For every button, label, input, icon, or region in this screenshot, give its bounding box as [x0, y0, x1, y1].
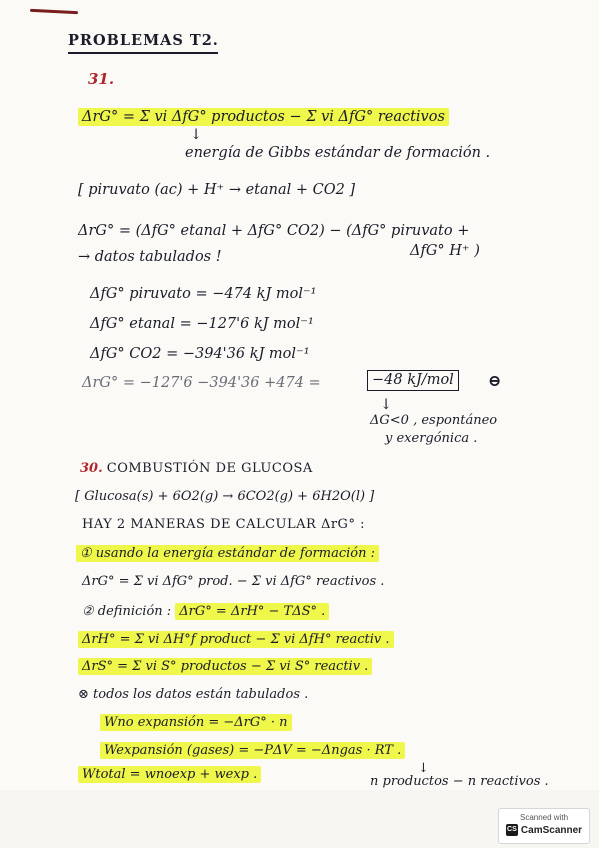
way-1: [76, 547, 379, 560]
work-nonexpansion: [100, 716, 292, 729]
negative-sign-mark: ⊖: [488, 371, 502, 390]
result-box: −48 kJ/mol: [367, 370, 459, 391]
delta-g-calc: ΔrG° = −127'6 −394'36 +474 =: [82, 375, 321, 391]
work-expansion-text: Wexpansión (gases) = −PΔV = −Δngas · RT .: [100, 742, 405, 759]
work-expansion: [100, 744, 405, 757]
arrow-down-3: ↓: [418, 761, 429, 776]
way-2-equation: ΔrG° = ΔrH° − TΔS° .: [175, 603, 329, 620]
problem-30-heading: [80, 462, 313, 475]
tabulated-note: → datos tabulados !: [78, 249, 222, 265]
way-2-label: ② definición :: [82, 604, 172, 619]
scanned-with-label: Scanned with: [519, 813, 569, 822]
entropy-eq-text: ΔrS° = Σ vi S° productos − Σ vi S° reactiv .: [78, 658, 372, 675]
title-underline: [68, 52, 218, 54]
problem-30-title: COMBUSTIÓN DE GLUCOSA: [106, 461, 313, 476]
exergonic-note: y exergónica .: [385, 431, 478, 446]
reaction-30: [ Glucosa(s) + 6O2(g) → 6CO2(g) + 6H2O(l) ]: [75, 489, 375, 504]
tabulated-all-note: ⊗ todos los datos están tabulados .: [78, 687, 309, 702]
spontaneous-note: ΔG<0 , espontáneo: [370, 413, 498, 428]
gibbs-note: energía de Gibbs estándar de formación .: [185, 145, 491, 161]
work-total: [78, 768, 261, 781]
arrow-down: ↓: [190, 127, 203, 143]
camscanner-brand: [499, 824, 589, 836]
delta-n-note: n productos − n reactivos .: [370, 774, 549, 789]
camscanner-name: CamScanner: [520, 824, 583, 836]
delta-g-formula-text: ΔrG° = Σ vi ΔfG° productos − Σ vi ΔfG° reactivos: [78, 108, 449, 126]
delta-g-expansion-end: ΔfG° H⁺ ): [410, 243, 480, 259]
camscanner-icon: CS: [506, 824, 518, 836]
reaction-31: [ piruvato (ac) + H⁺ → etanal + CO2 ]: [78, 182, 356, 198]
way-1-equation: ΔrG° = Σ vi ΔfG° prod. − Σ vi ΔfG° reactivos .: [82, 574, 385, 589]
camscanner-watermark: [498, 808, 590, 844]
page-title: PROBLEMAS T2.: [68, 32, 219, 49]
problem-31-number: 31.: [88, 70, 115, 88]
two-ways-heading: HAY 2 MANERAS DE CALCULAR ΔrG° :: [82, 517, 365, 532]
value-piruvato: ΔfG° piruvato = −474 kJ mol⁻¹: [90, 286, 317, 302]
arrow-down-2: ↓: [380, 397, 393, 413]
problem-30-number: 30.: [80, 461, 103, 476]
enthalpy-eq-text: ΔrH° = Σ vi ΔH°f product − Σ vi ΔfH° reactiv .: [78, 631, 394, 648]
entropy-eq: [78, 660, 372, 673]
red-pen-stroke: [30, 9, 78, 15]
enthalpy-eq: [78, 633, 394, 646]
delta-g-expansion: ΔrG° = (ΔfG° etanal + ΔfG° CO2) − (ΔfG° piruvato +: [78, 223, 470, 239]
work-nonexpansion-text: Wno expansión = −ΔrG° · n: [100, 714, 292, 731]
way-1-text: ① usando la energía estándar de formación :: [76, 545, 379, 562]
value-co2: ΔfG° CO2 = −394'36 kJ mol⁻¹: [90, 346, 310, 362]
work-total-text: Wtotal = wnoexp + wexp .: [78, 766, 261, 783]
value-etanal: ΔfG° etanal = −127'6 kJ mol⁻¹: [90, 316, 314, 332]
way-2: [82, 605, 329, 618]
delta-g-formula: [78, 110, 449, 125]
